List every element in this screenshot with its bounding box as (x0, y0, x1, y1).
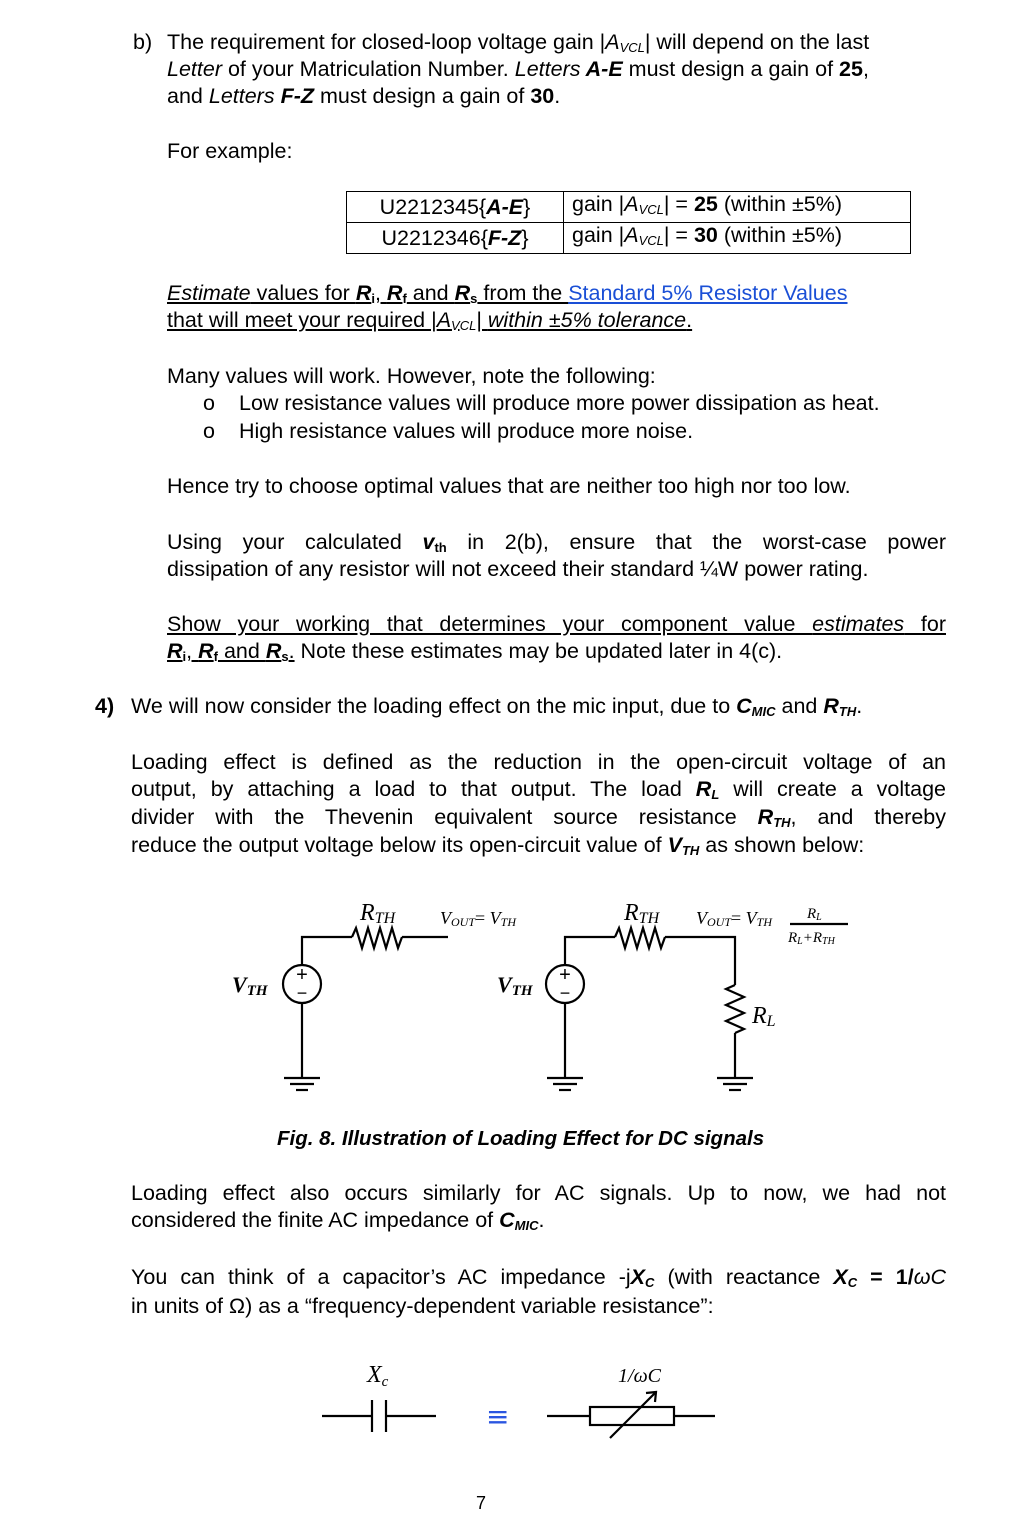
loading-def-line-3: divider with the Thevenin equivalent source resistance $R_{TH}$, and thereby (131, 805, 946, 830)
bullet-low-resistance: Low resistance values will produce more power dissipation as heat. (239, 391, 880, 415)
wire (565, 937, 615, 964)
label-rth: RTH (360, 900, 396, 927)
loading-def-line-1: Loading effect is defined as the reduction in the open-circuit voltage of an (131, 750, 946, 774)
resistor-values-link[interactable]: Standard 5% Resistor Values (568, 281, 848, 305)
variable-resistor-arrow (610, 1392, 656, 1438)
fraction-denominator: RL+RTH (788, 930, 835, 947)
impedance-line-1: You can think of a capacitor’s AC impedance $-jX_C$ (with reactance $X_C = 1/\omega C$ (131, 1265, 947, 1290)
minus-sign: − (296, 983, 308, 1003)
using-vth-line-2: dissipation of any resistor will not exceed their standard ¼W power rating. (167, 557, 869, 581)
table-cell: gain $|A_{VCL}| = 25$ (within ±5%) (564, 192, 911, 223)
minus-sign: − (559, 983, 571, 1003)
table-cell: gain $|A_{VCL}| = 30$ (within ±5%) (564, 223, 911, 254)
ac-loading-line-1: Loading effect also occurs similarly for AC signals. Up to now, we had not (131, 1181, 946, 1205)
wire (665, 937, 735, 985)
loading-effect-circuit (0, 880, 1022, 1110)
resistor-rth-symbol (352, 928, 402, 948)
left-circuit (283, 928, 448, 1090)
show-working-line-2: $R_i$, $R_f$ and $R_s$. Note these estimates may be updated later in 4(c). (167, 639, 783, 664)
using-vth-line-1: Using your calculated $v_{th}$ in 2(b), ensure that the worst-case power (167, 530, 946, 555)
right-circuit (546, 924, 848, 1090)
item-marker-4: 4) (95, 694, 115, 718)
estimate-line-2: that will meet your required $|A_{VCL}|$ within ±5% tolerance. (167, 308, 693, 333)
label-vth: VTH (232, 972, 268, 999)
label-vout-loaded: VOUT= VTH (696, 908, 773, 929)
item-marker-b: b) (133, 30, 153, 54)
gain-requirement-line-3: and Letters F-Z must design a gain of 30. (167, 84, 561, 108)
label-rth: RTH (624, 900, 660, 927)
label-vth: VTH (497, 972, 533, 999)
table-row (347, 192, 911, 223)
wire (302, 937, 352, 964)
estimate-line-1: Estimate values for $R_i$, $R_f$ and $R_s$ from the Standard 5% Resistor Values (167, 281, 848, 306)
bullet-marker: o (203, 391, 215, 415)
gain-requirement-line-1: The requirement for closed-loop voltage gain $|A_{VCL}|$ will depend on the last (167, 30, 870, 55)
equivalence-sign: ≡ (486, 1400, 510, 1433)
resistor-rth-symbol (615, 928, 665, 948)
fraction-numerator: RL (807, 906, 822, 923)
bullet-marker: o (203, 419, 215, 443)
table-cell: U2212346{F-Z} (347, 223, 564, 254)
many-values-text: Many values will work. However, note the following: (167, 364, 656, 388)
section-4-intro: We will now consider the loading effect on the mic input, due to $C_{MIC}$ and $R_{TH}$. (131, 694, 863, 719)
example-table (346, 191, 911, 254)
gain-requirement-line-2: Letter of your Matriculation Number. Letters A-E must design a gain of 25, (167, 57, 869, 81)
label-rl: RL (752, 1003, 776, 1030)
label-vout-open: VOUT= VTH (440, 908, 517, 929)
figure-caption: Fig. 8. Illustration of Loading Effect for DC signals (277, 1127, 765, 1150)
loading-def-line-4: reduce the output voltage below its open-circuit value of $V_{TH}$ as shown below: (131, 833, 865, 858)
table-row (347, 223, 911, 254)
plus-sign: + (296, 964, 308, 986)
plus-sign: + (559, 964, 571, 986)
show-working-line-1: Show your working that determines your component value estimates for (167, 612, 946, 636)
resistor-rl-symbol (726, 985, 744, 1033)
capacitor-variable-resistor-figure (0, 1350, 1022, 1440)
bullet-high-resistance: High resistance values will produce more noise. (239, 419, 694, 443)
ac-loading-line-2: considered the finite AC impedance of $C_{MIC}$. (131, 1208, 545, 1233)
label-one-over-omega-c: 1/ωC (618, 1365, 662, 1387)
table-cell: U2212345{A-E} (347, 192, 564, 223)
example-label: For example: (167, 139, 293, 163)
loading-def-line-2: output, by attaching a load to that output. The load $R_L$ will create a voltage (131, 777, 947, 802)
label-xc: Xc (367, 1362, 389, 1390)
page-number: 7 (476, 1493, 487, 1513)
hence-text: Hence try to choose optimal values that are neither too high nor too low. (167, 474, 851, 498)
impedance-line-2: in units of Ω) as a “frequency-dependent variable resistance”: (131, 1294, 714, 1318)
